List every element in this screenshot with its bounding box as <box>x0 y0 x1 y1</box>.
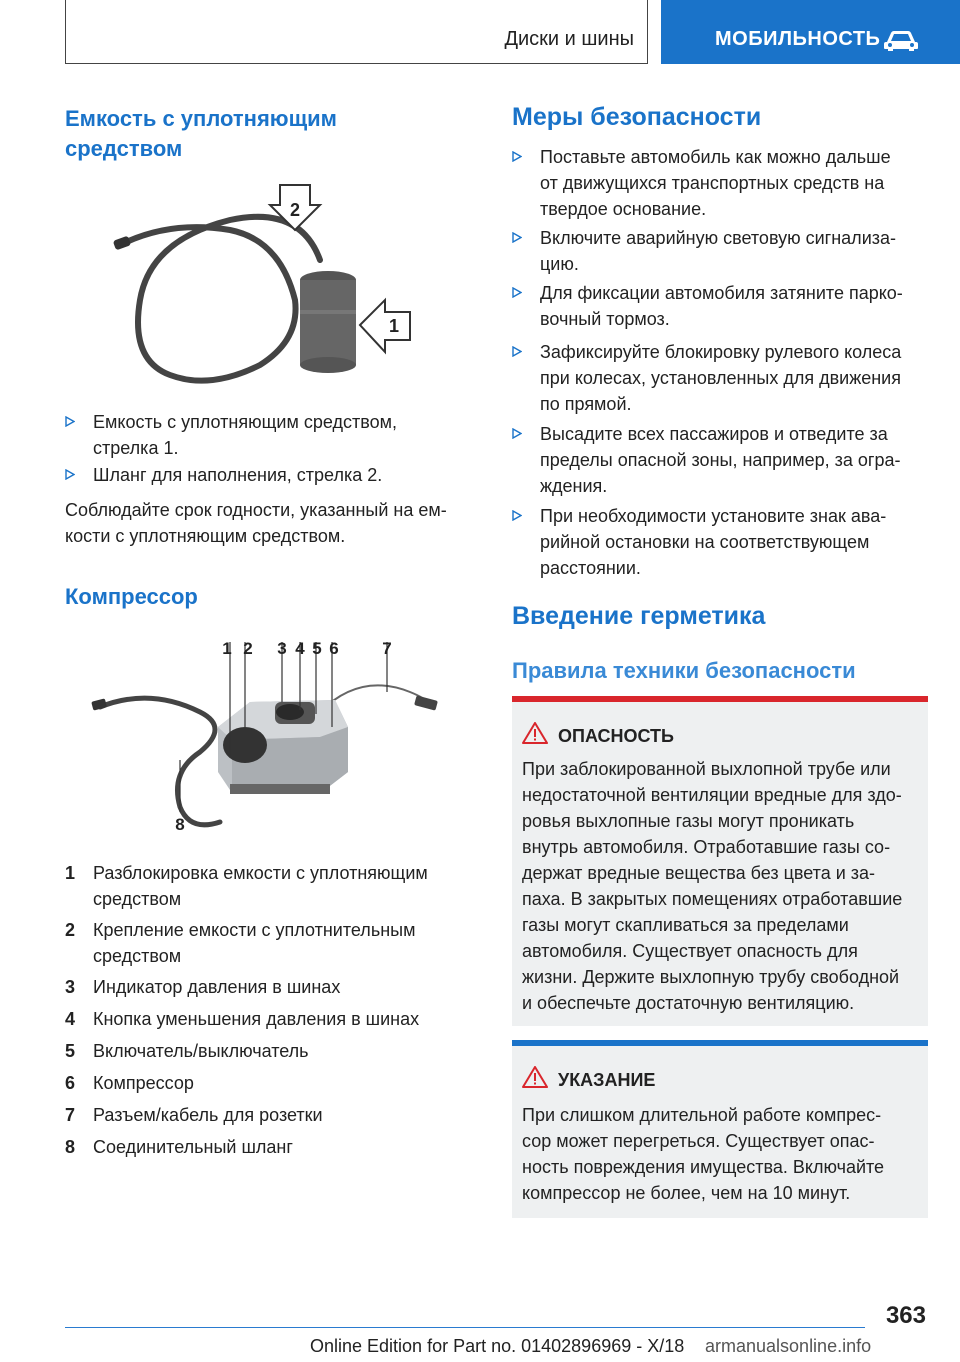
legend-text-line1: Компрессор <box>93 1073 194 1093</box>
safety-bullet-line: Включите аварийную световую сигнализа- <box>540 228 897 248</box>
legend-text-line1: Разъем/кабель для розетки <box>93 1105 323 1125</box>
safety-bullet-line: цию. <box>540 254 579 274</box>
header-section-title: Диски и шины <box>504 28 634 50</box>
legend-text-line1: Индикатор давления в шинах <box>93 977 341 997</box>
expiry-note-line2: кости с уплотняющим средством. <box>65 526 346 546</box>
danger-line: держат вредные вещества без цвета и за- <box>522 863 876 883</box>
safety-bullet-line: расстоянии. <box>540 558 641 578</box>
safety-bullet-line: ждения. <box>540 476 608 496</box>
bullet-triangle-icon <box>512 346 522 357</box>
container-bullet-1 <box>65 409 465 461</box>
danger-bar <box>512 696 928 702</box>
container-heading-line1: Емкость с уплотняющим <box>65 106 337 131</box>
bullet-triangle-icon <box>512 287 522 298</box>
legend-item-3 <box>65 974 465 1000</box>
legend-text-line2: средством <box>93 889 182 909</box>
figure2-callout-2: 2 <box>243 639 253 658</box>
figure2-callout-6: 6 <box>329 639 339 658</box>
legend-text-line1: Включатель/выключатель <box>93 1041 309 1061</box>
figure2-callout-1: 1 <box>222 639 232 658</box>
safety-bullet-line: Для фиксации автомобиля затяните парко- <box>540 283 903 303</box>
bullet-triangle-icon <box>512 510 522 521</box>
warning-triangle-icon <box>522 722 548 744</box>
figure1-callout-2: 2 <box>289 200 301 220</box>
legend-text-line1: Разблокировка емкости с уплотняющим <box>93 863 428 883</box>
danger-line: жизни. Держите выхлопную трубу свободной <box>522 967 900 987</box>
bullet-triangle-icon <box>512 151 522 162</box>
legend-item-1 <box>65 860 465 912</box>
container-heading-line2: средством <box>65 136 183 161</box>
notice-line: компрессор не более, чем на 10 минут. <box>522 1183 851 1203</box>
legend-text-line1: Кнопка уменьшения давления в шинах <box>93 1009 420 1029</box>
legend-text-line2: средством <box>93 946 182 966</box>
legend-item-2 <box>65 917 465 969</box>
notice-text <box>522 1102 922 1206</box>
figure1-callout-1: 1 <box>388 316 400 336</box>
danger-line: автомобиля. Существует опасность для <box>522 941 858 961</box>
legend-text-line1: Крепление емкости с уплотнительным <box>93 920 416 940</box>
legend-item-6 <box>65 1070 465 1096</box>
safety-bullet-1 <box>512 144 932 222</box>
figure2-callout-3: 3 <box>277 639 287 658</box>
bullet-triangle-icon <box>512 428 522 439</box>
danger-line: внутрь автомобиля. Отработавшие газы со- <box>522 837 891 857</box>
legend-number: 4 <box>65 1009 76 1029</box>
danger-line: и обеспечьте достаточную вентиляцию. <box>522 993 855 1013</box>
danger-title: ОПАСНОСТЬ <box>558 726 674 746</box>
sealant-heading: Введение герметика <box>512 602 766 630</box>
safety-heading: Меры безопасности <box>512 103 762 131</box>
legend-number: 8 <box>65 1137 76 1157</box>
danger-line: недостаточной вентиляции вредные для здо- <box>522 785 902 805</box>
container-bullet-2 <box>65 462 465 488</box>
page-number: 363 <box>885 1302 926 1329</box>
danger-line: газы могут скапливаться за пределами <box>522 915 849 935</box>
figure2-callout-8: 8 <box>175 815 185 834</box>
danger-line: паха. В закрытых помещениях отработавшие <box>522 889 903 909</box>
container-bullet-2-line1: Шланг для наполнения, стрелка 2. <box>93 465 383 485</box>
header-tab-label: МОБИЛЬНОСТЬ <box>715 28 881 50</box>
safety-bullet-6 <box>512 503 932 581</box>
danger-line: При заблокированной выхлопной трубе или <box>522 759 891 779</box>
footer-divider <box>65 1327 865 1328</box>
footer-watermark: armanualsonline.info <box>705 1336 872 1356</box>
legend-item-8 <box>65 1134 465 1160</box>
notice-box <box>512 1040 928 1218</box>
bullet-triangle-icon <box>65 469 75 480</box>
safety-bullet-line: по прямой. <box>540 394 632 414</box>
legend-number: 5 <box>65 1041 76 1061</box>
safety-bullet-line: Зафиксируйте блокировку рулевого колеса <box>540 342 902 362</box>
legend-item-7 <box>65 1102 465 1128</box>
safety-bullet-3 <box>512 280 932 332</box>
expiry-note-line1: Соблюдайте срок годности, указанный на ем- <box>65 500 447 520</box>
safety-bullet-line: вочный тормоз. <box>540 309 670 329</box>
bullet-triangle-icon <box>512 232 522 243</box>
safety-bullet-line: Поставьте автомобиль как можно дальше <box>540 147 891 167</box>
safety-bullet-4 <box>512 339 932 417</box>
figure2-callout-5: 5 <box>312 639 322 658</box>
container-bullet-1-line2: стрелка 1. <box>93 438 179 458</box>
legend-item-5 <box>65 1038 465 1064</box>
safety-bullet-line: рийной остановки на соответствующем <box>540 532 870 552</box>
safety-bullet-5 <box>512 421 932 499</box>
compressor-figure <box>90 632 450 837</box>
figure2-callout-7: 7 <box>382 639 392 658</box>
container-heading <box>65 104 337 164</box>
danger-line: ровья выхлопные газы могут проникать <box>522 811 855 831</box>
safety-bullet-line: пределы опасной зоны, например, за огра- <box>540 450 901 470</box>
sealant-container-figure <box>110 180 420 395</box>
expiry-note <box>65 497 475 549</box>
bullet-triangle-icon <box>65 416 75 427</box>
safety-bullet-line: твердое основание. <box>540 199 707 219</box>
safety-bullet-line: от движущихся транспортных средств на <box>540 173 885 193</box>
legend-number: 6 <box>65 1073 76 1093</box>
notice-bar <box>512 1040 928 1046</box>
legend-number: 1 <box>65 863 76 883</box>
safety-bullet-line: при колесах, установленных для движения <box>540 368 901 388</box>
compressor-heading: Компрессор <box>65 584 198 609</box>
figure2-callout-4: 4 <box>295 639 305 658</box>
car-icon <box>883 28 919 52</box>
legend-number: 7 <box>65 1105 76 1125</box>
legend-item-4 <box>65 1006 465 1032</box>
safety-bullet-2 <box>512 225 932 277</box>
rules-heading: Правила техники безопасности <box>512 658 856 683</box>
warning-triangle-icon <box>522 1066 548 1088</box>
notice-line: сор может перегреться. Существует опас- <box>522 1131 875 1151</box>
safety-bullet-line: При необходимости установите знак ава- <box>540 506 887 526</box>
header-tab[interactable] <box>661 0 960 64</box>
danger-box <box>512 696 928 1026</box>
container-bullet-1-line1: Емкость с уплотняющим средством, <box>93 412 397 432</box>
footer-edition: Online Edition for Part no. 01402896969 - X/18 <box>310 1336 685 1356</box>
danger-text <box>522 756 922 1016</box>
notice-line: ность повреждения имущества. Включайте <box>522 1157 885 1177</box>
safety-bullet-line: Высадите всех пассажиров и отведите за <box>540 424 888 444</box>
notice-line: При слишком длительной работе компрес- <box>522 1105 882 1125</box>
legend-number: 3 <box>65 977 76 997</box>
legend-number: 2 <box>65 920 76 940</box>
notice-title: УКАЗАНИЕ <box>558 1070 656 1090</box>
legend-text-line1: Соединительный шланг <box>93 1137 293 1157</box>
